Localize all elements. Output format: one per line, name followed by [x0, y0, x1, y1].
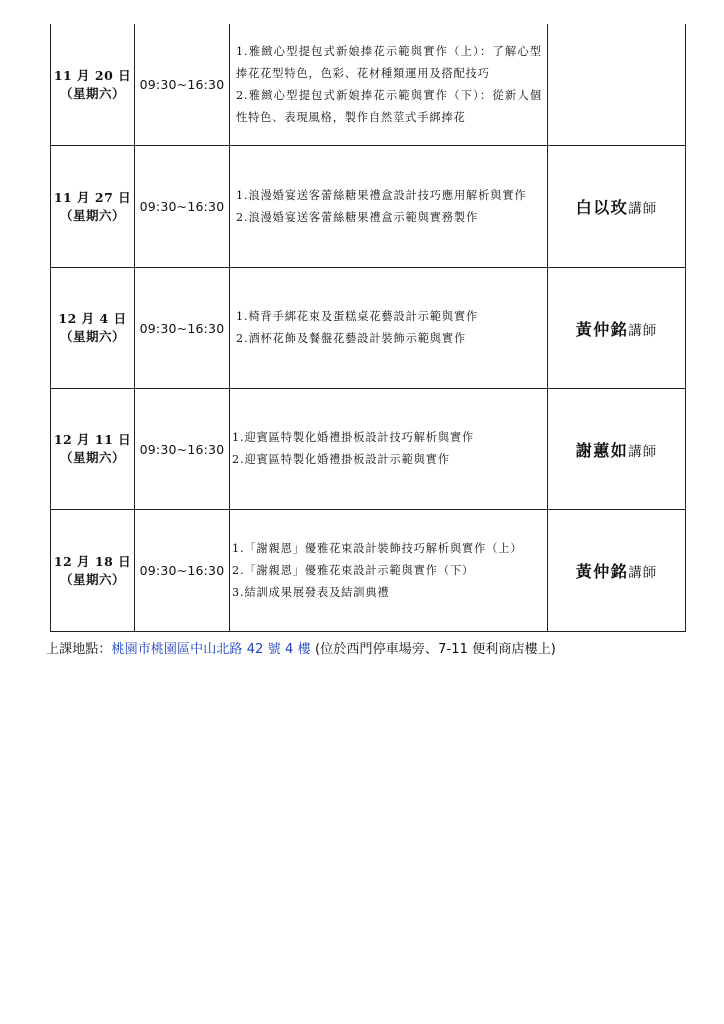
table-row [51, 24, 686, 146]
teacher-title: 講師 [628, 201, 658, 217]
table-row [51, 389, 686, 510]
content-cell [230, 146, 548, 268]
teacher-cell [548, 268, 686, 389]
content-cell [230, 389, 548, 510]
teacher-title: 講師 [628, 322, 658, 339]
session-time: 09:30~16:30 [135, 146, 230, 268]
teacher-name: 白以玫 [575, 198, 629, 217]
session-weekday: （星期六） [59, 450, 125, 465]
session-date: 12 月 11 日 [53, 432, 132, 447]
session-date: 11 月 27 日 [53, 189, 132, 205]
content-item: 1.迎賓區特製化婚禮掛板設計技巧解析與實作 [232, 431, 475, 444]
location-address: 桃園市桃園區中山北路 42 號 4 樓 [111, 642, 311, 657]
date-cell [51, 24, 135, 146]
class-location [46, 638, 556, 657]
session-weekday: （星期六） [59, 571, 125, 587]
session-time: 09:30~16:30 [135, 510, 230, 632]
content-item: 2.「謝親恩」優雅花束設計示範與實作（下） [232, 563, 475, 577]
table-row [51, 510, 686, 632]
teacher-cell [548, 24, 686, 146]
location-note: (位於西門停車場旁、7-11 便利商店樓上) [310, 642, 556, 657]
teacher-name: 黃仲銘 [575, 319, 629, 339]
teacher-title: 講師 [628, 443, 658, 460]
session-date: 11 月 20 日 [53, 67, 132, 83]
content-item: 2.雅緻心型提包式新娘捧花示範與實作（下）：從新人個性特色、表現風格，製作自然莖式手綁捧花 [236, 88, 542, 124]
teacher-cell [548, 389, 686, 510]
content-item: 1.浪漫婚宴送客蕾絲糖果禮盒設計技巧應用解析與實作 [236, 188, 527, 202]
session-time: 09:30~16:30 [135, 24, 230, 146]
content-item: 2.酒杯花飾及餐盤花藝設計裝飾示範與實作 [236, 332, 467, 345]
date-cell [51, 268, 135, 389]
session-weekday: （星期六） [59, 329, 125, 344]
content-item: 1.椅背手綁花束及蛋糕桌花藝設計示範與實作 [236, 310, 479, 323]
teacher-name: 謝蕙如 [575, 440, 629, 460]
session-date: 12 月 18 日 [53, 553, 132, 569]
date-cell [51, 389, 135, 510]
content-item: 3.結訓成果展發表及結訓典禮 [232, 585, 390, 599]
course-schedule-table [50, 24, 686, 632]
table-row [51, 268, 686, 389]
session-date: 12 月 4 日 [58, 311, 127, 326]
table-row [51, 146, 686, 268]
content-cell [230, 268, 548, 389]
date-cell [51, 510, 135, 632]
location-label: 上課地點： [46, 642, 112, 657]
content-item: 1.「謝親恩」優雅花束設計裝飾技巧解析與實作（上） [232, 541, 523, 555]
date-cell [51, 146, 135, 268]
content-item: 2.浪漫婚宴送客蕾絲糖果禮盒示範與實務製作 [236, 210, 479, 224]
session-time: 09:30~16:30 [135, 268, 230, 389]
content-item: 2.迎賓區特製化婚禮掛板設計示範與實作 [232, 453, 450, 466]
content-cell [230, 24, 548, 146]
content-item: 1.雅緻心型提包式新娘捧花示範與實作（上）：了解心型捧花花型特色，色彩、花材種類運用及搭配技巧 [236, 44, 542, 80]
session-weekday: （星期六） [59, 207, 125, 223]
session-time: 09:30~16:30 [135, 389, 230, 510]
session-weekday: （星期六） [59, 85, 125, 101]
teacher-cell [548, 510, 686, 632]
teacher-title: 講師 [628, 565, 658, 581]
teacher-name: 黃仲銘 [575, 562, 629, 581]
content-cell [230, 510, 548, 632]
teacher-cell [548, 146, 686, 268]
